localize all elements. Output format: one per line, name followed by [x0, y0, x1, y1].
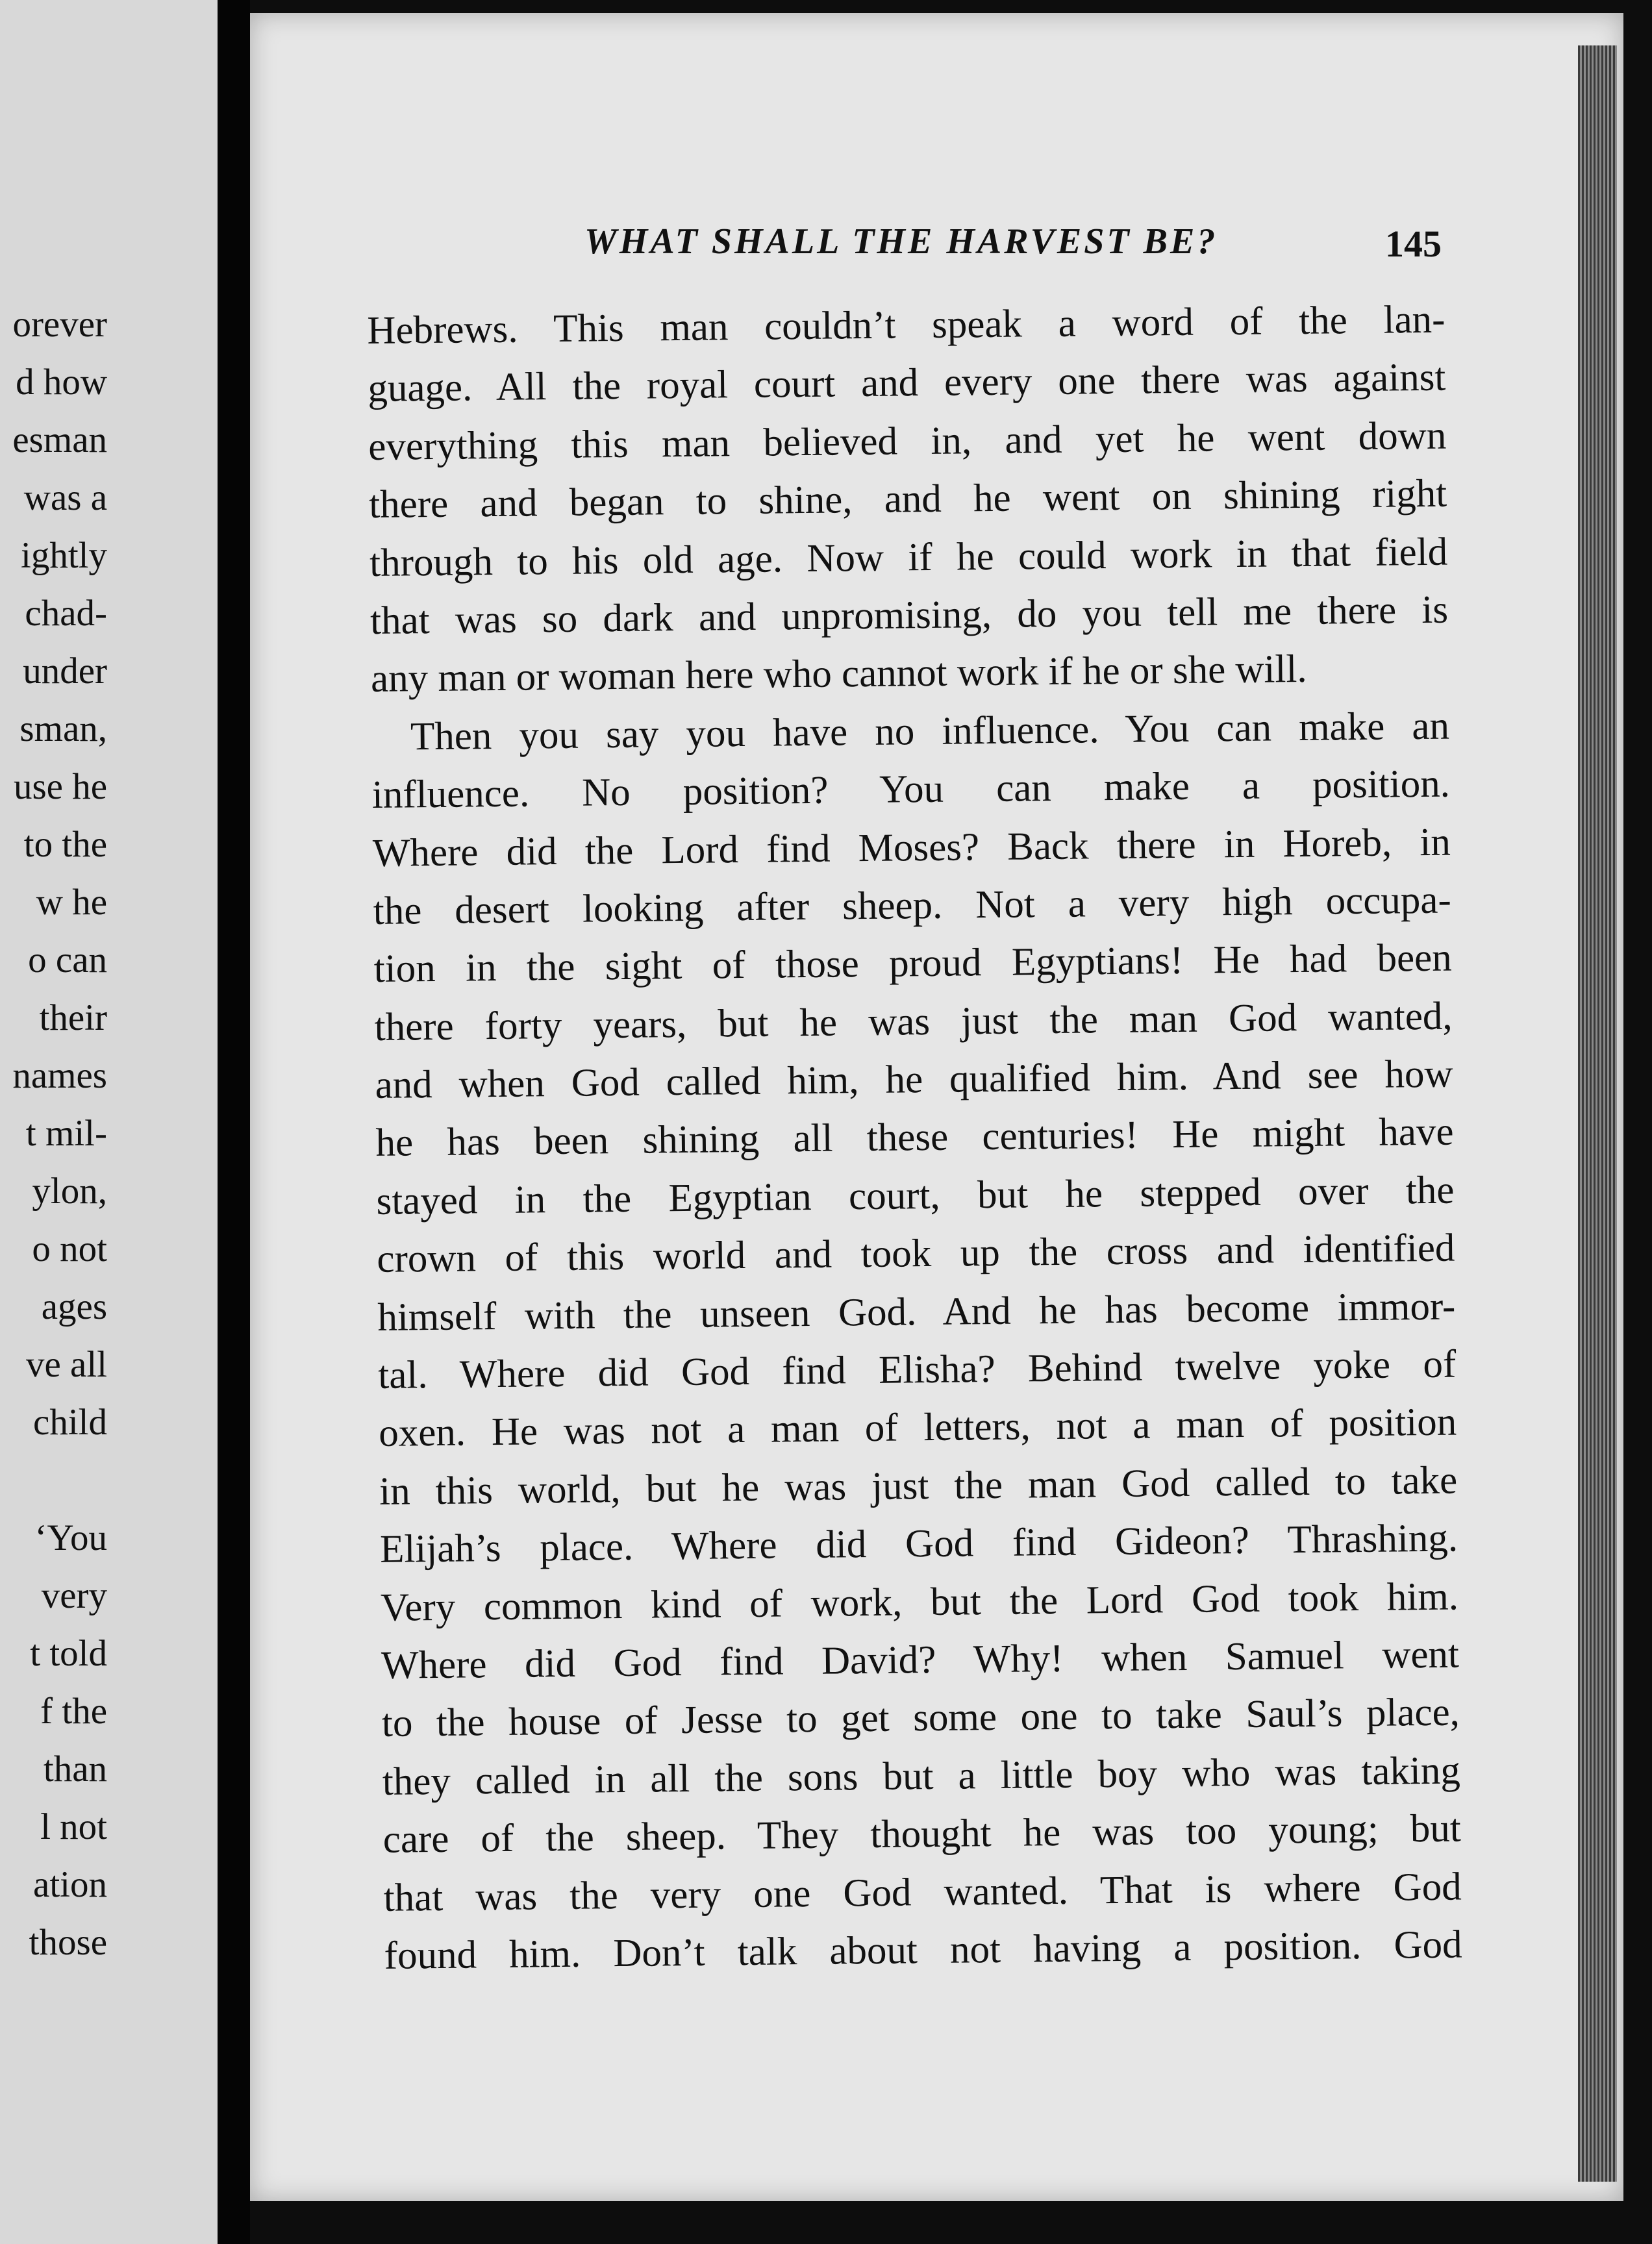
- text-line: himself with the unseen God. And he has become immor-: [377, 1284, 1456, 1340]
- text-line: Then you say you have no influence. You can make an: [410, 704, 1450, 759]
- body-text: [367, 291, 1462, 1986]
- facing-page-line: t told: [30, 1633, 107, 1674]
- running-header: [584, 221, 1455, 279]
- facing-page-line: orever: [12, 304, 107, 345]
- facing-page-lines: [0, 295, 107, 1971]
- text-line: influence. No position? You can make a position.: [371, 762, 1451, 817]
- facing-page-line: ‘You: [34, 1517, 107, 1558]
- text-line: they called in all the sons but a little boy who was taking: [382, 1749, 1461, 1804]
- text-line: through to his old age. Now if he could work in that field: [369, 530, 1448, 585]
- facing-page-line: was a: [23, 477, 107, 518]
- text-line: to the house of Jesse to get some one to take Saul’s place,: [381, 1690, 1460, 1746]
- facing-page-line: than: [43, 1749, 107, 1789]
- text-line: Where did God find David? Why! when Samuel went: [381, 1632, 1460, 1688]
- text-line: crown of this world and took up the cross and identified: [377, 1226, 1455, 1282]
- facing-page-line: d how: [16, 362, 107, 403]
- text-line: in this world, but he was just the man God called to take: [379, 1458, 1458, 1514]
- text-line: and when God called him, he qualified him. And see how: [375, 1052, 1453, 1108]
- text-line: oxen. He was not a man of letters, not a man of position: [378, 1400, 1457, 1456]
- text-line: that was the very one God wanted. That is where God: [383, 1865, 1462, 1920]
- text-line: there and began to shine, and he went on shining right: [368, 471, 1447, 527]
- text-line: Elijah’s place. Where did God find Gideon? Thrashing.: [379, 1516, 1458, 1572]
- facing-page-line: t mil-: [25, 1113, 107, 1154]
- running-title: WHAT SHALL THE HARVEST BE?: [584, 221, 1218, 262]
- text-line: he has been shining all these centuries! He might have: [375, 1110, 1454, 1166]
- facing-page-fragment: [0, 0, 218, 2244]
- facing-page-line: esman: [12, 419, 107, 460]
- text-line: that was so dark and unpromising, do you tell me there is: [369, 588, 1449, 643]
- facing-page-line: their: [39, 997, 107, 1038]
- facing-page-line: names: [12, 1055, 107, 1096]
- text-line: Hebrews. This man couldn’t speak a word of the lan-: [367, 297, 1446, 353]
- facing-page-line: child: [33, 1402, 107, 1443]
- facing-page-line: l not: [40, 1806, 107, 1847]
- facing-page-line: ightly: [20, 535, 107, 576]
- facing-page-line: those: [29, 1922, 107, 1963]
- text-line: everything this man believed in, and yet he went down: [368, 414, 1447, 469]
- facing-page-line: ve all: [25, 1344, 107, 1385]
- facing-page-line: very: [41, 1575, 107, 1616]
- facing-page-line: sman,: [19, 708, 107, 749]
- facing-page-line: use he: [13, 766, 107, 807]
- page-edge: [1578, 45, 1617, 2182]
- text-line: there forty years, but he was just the man God wanted,: [374, 994, 1453, 1049]
- text-line: tion in the sight of those proud Egyptians! He had been: [373, 936, 1453, 991]
- facing-page-line: o not: [32, 1228, 107, 1269]
- facing-page-line: [0, 1451, 107, 1509]
- facing-page-line: f the: [40, 1691, 107, 1732]
- page-number: 145: [1385, 223, 1442, 265]
- text-line: care of the sheep. They thought he was too young; but: [382, 1806, 1462, 1862]
- text-line: Where did the Lord find Moses? Back there in Horeb, in: [372, 820, 1451, 875]
- text-line: the desert looking after sheep. Not a very high occupa-: [373, 878, 1452, 933]
- facing-page-line: to the: [23, 824, 107, 865]
- facing-page-line: ages: [41, 1286, 107, 1327]
- facing-page-line: ation: [33, 1864, 107, 1905]
- text-line: found him. Don’t talk about not having a position. God: [384, 1923, 1462, 1978]
- text-line: tal. Where did God find Elisha? Behind twelve yoke of: [377, 1342, 1457, 1397]
- text-line: stayed in the Egyptian court, but he stepped over the: [376, 1168, 1455, 1223]
- text-line: Very common kind of work, but the Lord God took him.: [380, 1575, 1459, 1630]
- facing-page-line: w he: [36, 882, 107, 923]
- text-line: guage. All the royal court and every one there was against: [368, 356, 1446, 411]
- facing-page-line: chad-: [25, 593, 107, 634]
- book-gutter: [218, 0, 250, 2244]
- facing-page-line: ylon,: [32, 1171, 107, 1212]
- text-line: any man or woman here who cannot work if he or she will.: [370, 647, 1307, 701]
- facing-page-line: o can: [28, 940, 107, 980]
- facing-page-line: under: [23, 651, 107, 692]
